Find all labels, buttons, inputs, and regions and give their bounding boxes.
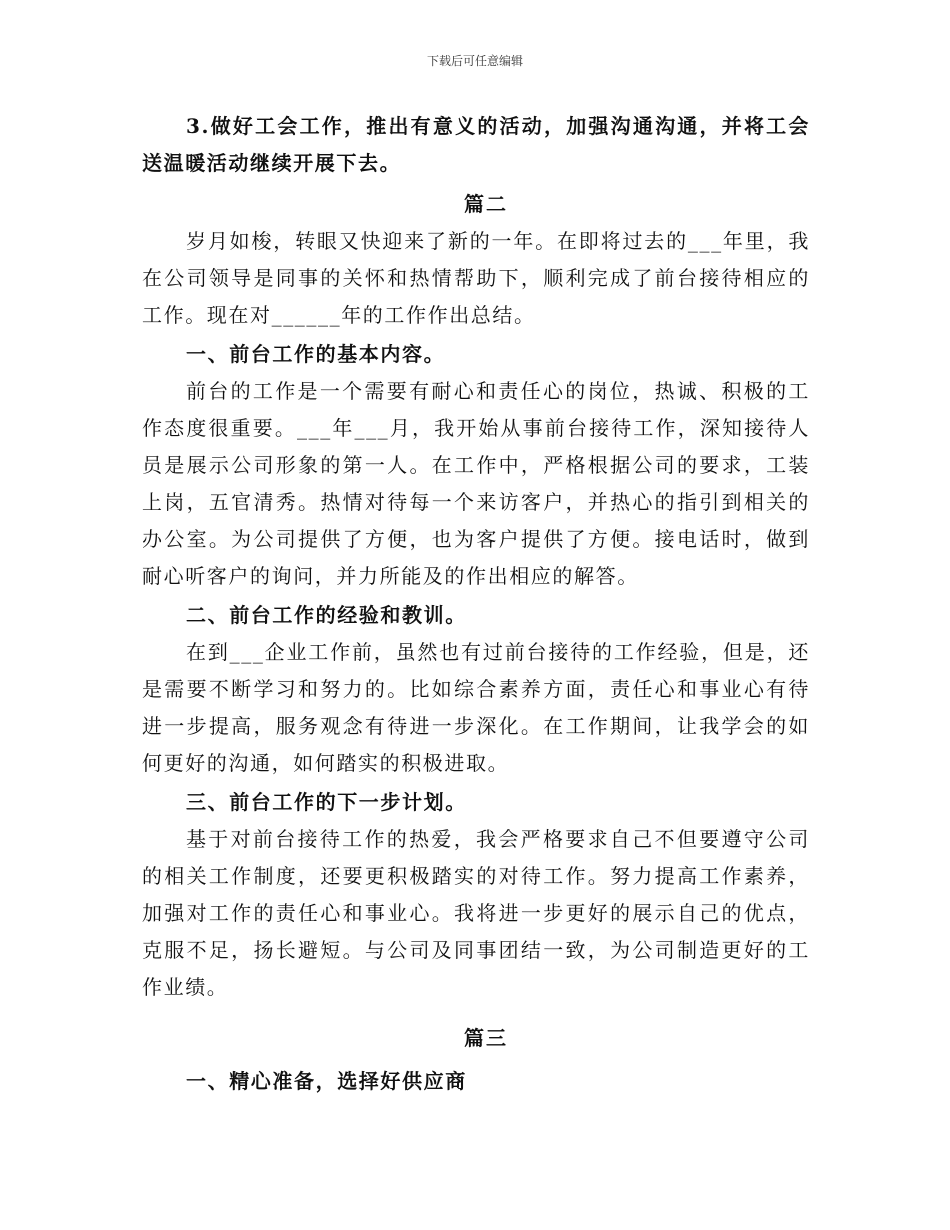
heading-basic-content: 一、前台工作的基本内容。: [186, 342, 446, 366]
paragraph-union-work: 3.做好工会工作，推出有意义的活动，加强沟通沟通，并将工会送温暖活动继续开展下去。: [142, 114, 810, 175]
heading-next-plan: 三、前台工作的下一步计划。: [186, 790, 467, 814]
heading-experience: 二、前台工作的经验和教训。: [186, 603, 467, 627]
paragraph-experience: 在到___企业工作前，虽然也有过前台接待的工作经验，但是，还是需要不断学习和努力的。比如综合素养方面，责任心和事业心有待进一步提高，服务观念有待进一步深化。在工作期间，让我学会的如何更好的沟通，如何踏实的积极进取。: [142, 640, 810, 775]
heading-prepare-supplier: 一、精心准备，选择好供应商: [186, 1069, 467, 1093]
section-title-3: 篇三: [464, 1026, 508, 1050]
section-title-2: 篇二: [464, 192, 508, 216]
paragraph-basic-content: 前台的工作是一个需要有耐心和责任心的岗位，热诚、积极的工作态度很重要。___年___月，我开始从事前台接待工作，深知接待人员是展示公司形象的第一人。在工作中，严格根据公司的要求，工装上岗，五官清秀。热情对待每一个来访客户，并热心的指引到相关的办公室。为公司提供了方便，也为客户提供了方便。接电话时，做到耐心听客户的询问，并力所能及的作出相应的解答。: [142, 379, 810, 588]
document-body: [142, 108, 810, 1100]
paragraph-next-plan: 基于对前台接待工作的热爱，我会严格要求自己不但要遵守公司的相关工作制度，还要更积极踏实的对待工作。努力提高工作素养，加强对工作的责任心和事业心。我将进一步更好的展示自己的优点，克服不足，扬长避短。与公司及同事团结一致，为公司制造更好的工作业绩。: [142, 827, 810, 999]
header-note: 下载后可任意编辑: [426, 54, 523, 68]
paragraph-intro: 岁月如梭，转眼又快迎来了新的一年。在即将过去的___年里，我在公司领导是同事的关怀和热情帮助下，顺利完成了前台接待相应的工作。现在对______年的工作作出总结。: [142, 229, 810, 327]
